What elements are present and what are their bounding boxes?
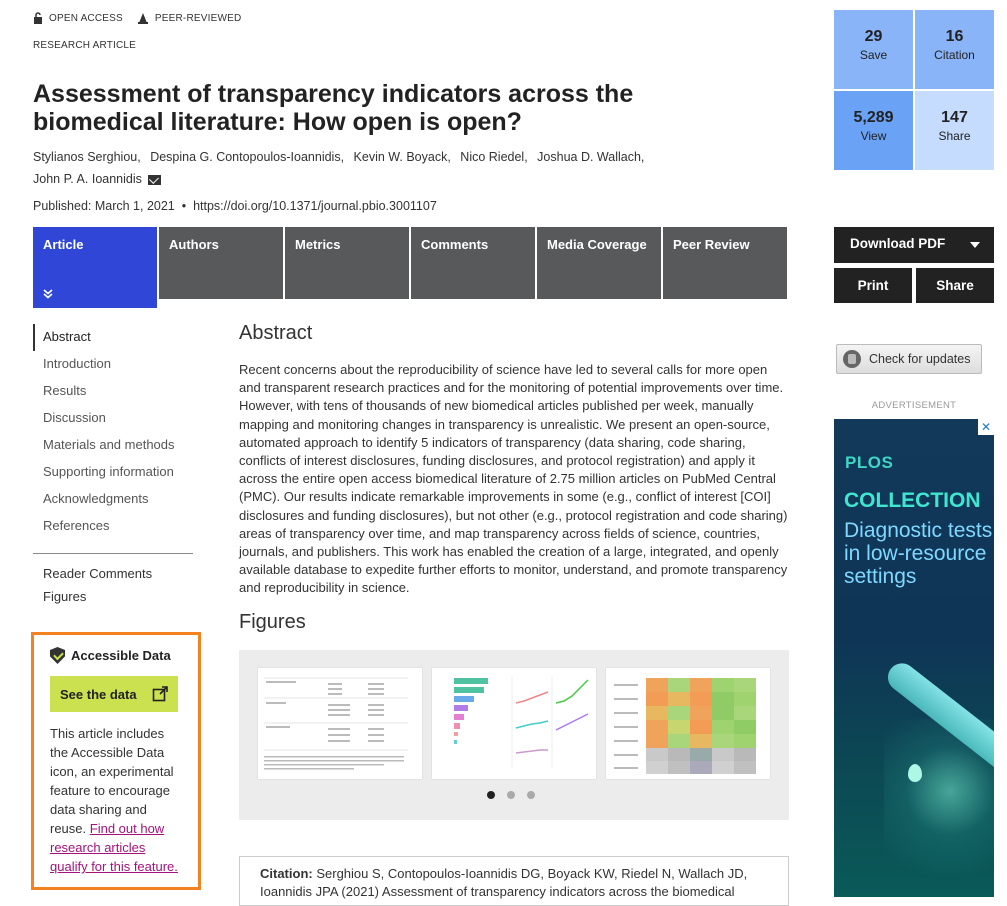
tab-article[interactable] xyxy=(33,227,157,308)
accessible-data-description xyxy=(50,724,182,876)
tab-label: Peer Review xyxy=(673,237,750,252)
open-access-label: OPEN ACCESS xyxy=(49,12,123,24)
bullet-separator: • xyxy=(181,199,187,213)
toc-item-results[interactable]: Results xyxy=(43,383,87,398)
metric-label: View xyxy=(860,129,887,143)
tab-label: Article xyxy=(43,237,84,252)
author-link[interactable]: Stylianos Serghiou, xyxy=(33,150,141,164)
metric-citation[interactable] xyxy=(915,10,994,89)
article-title: Assessment of transparency indicators across the biomedical literature: How open is open? xyxy=(33,80,634,136)
table-figure-image xyxy=(258,668,422,779)
peer-reviewed-badge[interactable] xyxy=(137,12,242,24)
toc-divider xyxy=(33,553,193,554)
section-navigation xyxy=(33,324,203,609)
toc-item-references[interactable]: References xyxy=(43,518,110,533)
metric-value: 29 xyxy=(864,28,883,45)
find-out-more-link[interactable]: Find out how research articles qualify for this feature. xyxy=(50,821,178,874)
toc-item-acknowledgments[interactable]: Acknowledgments xyxy=(43,491,149,506)
advertisement-label: ADVERTISEMENT xyxy=(871,400,957,411)
see-the-data-label: See the data xyxy=(60,686,137,702)
share-button[interactable]: Share xyxy=(916,268,994,303)
accessible-data-heading xyxy=(50,647,182,664)
unlock-icon xyxy=(33,12,43,24)
metric-share[interactable] xyxy=(915,91,994,170)
figure-thumbnail-charts[interactable] xyxy=(432,668,596,779)
check-for-updates-button[interactable] xyxy=(836,344,982,374)
toc-item-abstract[interactable]: Abstract xyxy=(33,324,203,351)
citation-text: Serghiou S, Contopoulos-Ioannidis DG, Boyack KW, Riedel N, Wallach JD, Ioannidis JPA (2021) Assessment of transparency indicators across the biomedical xyxy=(260,866,748,899)
citation-box xyxy=(239,856,789,906)
accessible-data-text: This article includes the Accessible Data icon, an experimental feature to encourage data sharing and reuse. xyxy=(50,726,174,836)
metric-save[interactable] xyxy=(834,10,913,89)
check-for-updates-label: Check for updates xyxy=(869,352,971,366)
figure-thumbnail-table[interactable] xyxy=(258,668,422,779)
abstract-heading: Abstract xyxy=(239,322,313,344)
toc-item-supporting-info[interactable]: Supporting information xyxy=(43,464,174,479)
ad-headline: Diagnostic tests in low-resource settings xyxy=(844,519,993,588)
print-button[interactable]: Print xyxy=(834,268,912,303)
caret-down-icon[interactable] xyxy=(970,242,980,248)
author-link[interactable]: Kevin W. Boyack, xyxy=(353,150,451,164)
accessible-data-title: Accessible Data xyxy=(71,648,171,663)
crossmark-icon xyxy=(843,350,861,368)
heatmap-figure-image xyxy=(606,668,770,779)
article-tabs xyxy=(33,227,787,308)
metric-label: Share xyxy=(938,129,971,143)
abstract-body: Recent concerns about the reproducibility of science have led to several calls for more open and transparent research practices and for the monitoring of potential improvements over time. However, with tens of thousands of new biomedical articles published per week, manually mapping and monitoring changes in transparency is unrealistic. We present an open-source, automated approach to identify 5 indicators of transparency (data sharing, code sharing, conflicts of interest disclosures, funding disclosures, and protocol registration) and apply it across the entire open access biomedical literature of 2.75 million articles on PubMed Central (PMC). Our results indicate remarkable improvements in some (e.g., conflict of interest [COI] disclosures and funding disclosures), but not other (e.g., protocol registration and code sharing) areas of transparency over time, and map transparency across fields of science, countries, journals, and publishers. This work has enabled the creation of a large, integrated, and openly available database to expedite further efforts to monitor, understand, and promote transparency and reproducibility in science. xyxy=(239,362,788,596)
citation-label: Citation: xyxy=(260,866,313,881)
metric-label: Citation xyxy=(934,48,975,62)
accessible-data-box xyxy=(31,632,201,890)
article-metrics xyxy=(834,10,994,170)
article-type: RESEARCH ARTICLE xyxy=(33,40,137,51)
publication-info xyxy=(33,199,437,213)
ad-brand: PLOS xyxy=(845,453,894,472)
author-link[interactable]: Despina G. Contopoulos-Ioannidis, xyxy=(150,150,345,164)
droplet-image xyxy=(908,764,922,782)
toc-item-discussion[interactable]: Discussion xyxy=(43,410,106,425)
carousel-dot[interactable] xyxy=(507,791,515,799)
doi-link[interactable]: https://doi.org/10.1371/journal.pbio.3001107 xyxy=(193,199,437,213)
toc-item-figures[interactable]: Figures xyxy=(43,589,87,604)
see-the-data-button[interactable] xyxy=(50,676,178,712)
metric-value: 147 xyxy=(941,109,968,126)
author-link[interactable]: Nico Riedel, xyxy=(460,150,528,164)
external-link-icon xyxy=(152,686,168,702)
toc-item-introduction[interactable]: Introduction xyxy=(43,356,111,371)
author-link[interactable]: Joshua D. Wallach, xyxy=(537,150,645,164)
tab-authors[interactable] xyxy=(159,227,283,299)
tab-label: Media Coverage xyxy=(547,237,647,252)
tab-metrics[interactable] xyxy=(285,227,409,299)
tab-label: Authors xyxy=(169,237,219,252)
figures-heading: Figures xyxy=(239,611,306,633)
open-access-badge[interactable] xyxy=(33,12,123,24)
author-list xyxy=(33,146,693,190)
toc-item-methods[interactable]: Materials and methods xyxy=(43,437,175,452)
ad-close-icon[interactable]: ✕ xyxy=(978,419,994,435)
tab-media-coverage[interactable] xyxy=(537,227,661,299)
download-pdf-label: Download PDF xyxy=(850,236,946,251)
metric-value: 5,289 xyxy=(853,109,894,126)
tab-comments[interactable] xyxy=(411,227,535,299)
metric-view[interactable] xyxy=(834,91,913,170)
email-icon[interactable] xyxy=(148,175,161,185)
author-link[interactable]: John P. A. Ioannidis xyxy=(33,172,142,186)
carousel-dots xyxy=(487,791,535,799)
figure-carousel xyxy=(239,650,789,820)
carousel-dot[interactable] xyxy=(487,791,495,799)
metric-value: 16 xyxy=(945,28,964,45)
metric-label: Save xyxy=(859,48,888,62)
access-badges xyxy=(33,12,241,24)
double-chevron-down-icon xyxy=(43,288,53,302)
figure-thumbnail-heatmap[interactable] xyxy=(606,668,770,779)
advertisement-banner[interactable] xyxy=(834,419,994,897)
peer-reviewed-label: PEER-REVIEWED xyxy=(154,12,242,24)
tab-label: Metrics xyxy=(295,237,341,252)
tab-label: Comments xyxy=(421,237,489,252)
ad-collection-label: COLLECTION xyxy=(844,489,981,512)
download-pdf-button[interactable] xyxy=(834,227,994,263)
carousel-dot[interactable] xyxy=(527,791,535,799)
tab-peer-review[interactable] xyxy=(663,227,787,299)
shield-check-icon xyxy=(50,647,65,664)
chart-figure-image xyxy=(432,668,596,779)
toc-item-reader-comments[interactable]: Reader Comments xyxy=(43,566,153,581)
published-date: Published: March 1, 2021 xyxy=(33,199,175,213)
peer-review-icon xyxy=(137,12,149,24)
